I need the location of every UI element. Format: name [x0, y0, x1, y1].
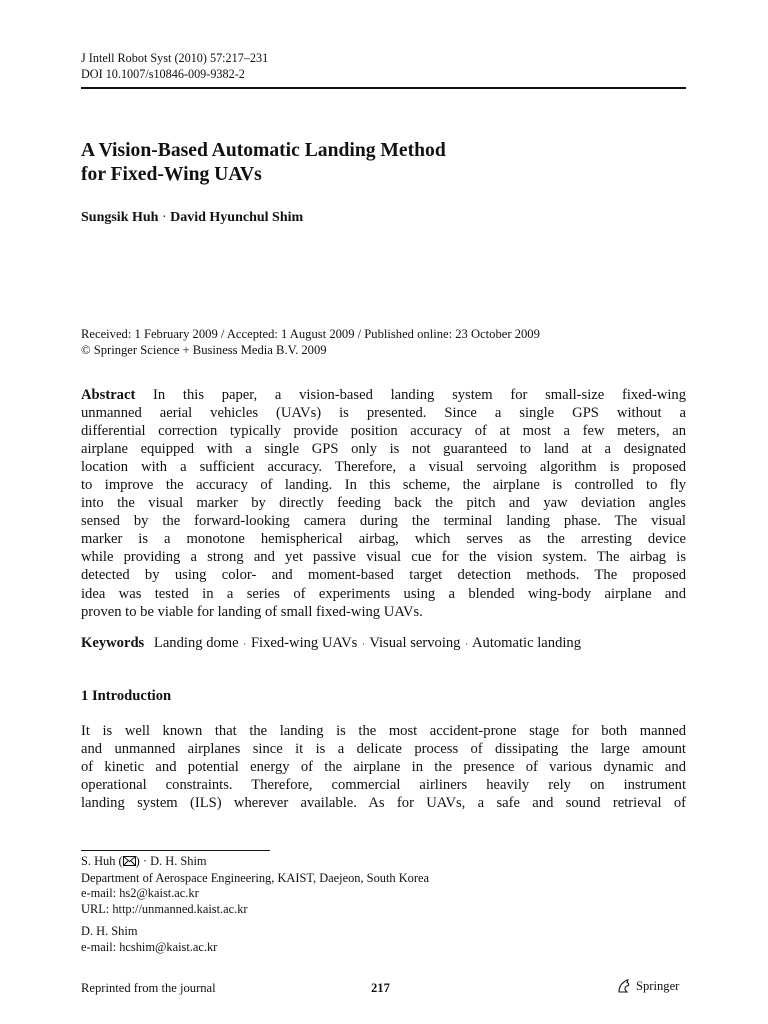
- copyright-line: © Springer Science + Business Media B.V. 2009: [81, 343, 327, 357]
- abstract-line: proven to be viable for landing of small fixed-wing UAVs.: [81, 603, 423, 620]
- received-line: Received: 1 February 2009 / Accepted: 1 August 2009 / Published online: 23 October 2009: [81, 327, 540, 341]
- spacer: [81, 917, 429, 924]
- affiliation-line: Department of Aerospace Engineering, KAIST, Daejeon, South Korea: [81, 870, 429, 885]
- abstract-line: sensed by the forward-looking camera during the terminal landing phase. The visual: [81, 513, 686, 530]
- title-line-2: for Fixed-Wing UAVs: [81, 164, 262, 185]
- corresponding-author-line: S. Huh ( ) · D. H. Shim: [81, 854, 429, 871]
- envelope-icon: [123, 855, 136, 871]
- header-rule: [81, 87, 686, 89]
- body-line: operational constraints. Therefore, commercial airliners heavily rely on instrument: [81, 777, 686, 794]
- abstract-line: idea was tested in a series of experiments using a blended wing-body airplane and: [81, 585, 686, 602]
- keyword-item: Fixed-wing UAVs: [250, 635, 358, 651]
- email-link[interactable]: e-mail: hcshim@kaist.ac.kr: [81, 939, 218, 954]
- publisher-logo: [616, 978, 679, 994]
- springer-horse-icon: [616, 978, 632, 994]
- journal-header: [81, 50, 268, 82]
- keyword-separator: ·: [465, 638, 469, 649]
- author-1[interactable]: Sungsik Huh: [81, 210, 159, 225]
- body-line: of kinetic and potential energy of the airplane in the presence of various dynamic and: [81, 759, 686, 776]
- section-heading: 1 Introduction: [81, 688, 172, 704]
- abstract-line: into the visual marker by directly feeding back the pitch and yaw deviation angles: [81, 495, 686, 512]
- keywords-label: Keywords: [81, 635, 145, 651]
- reprint-note: Reprinted from the journal: [81, 981, 216, 995]
- abstract-line: detected by using color- and moment-based target detection methods. The proposed: [81, 567, 686, 584]
- email-link[interactable]: e-mail: hs2@kaist.ac.kr: [81, 886, 199, 901]
- abstract-line: marker is a monotone hemispherical airbag, which serves as the arresting device: [81, 531, 686, 548]
- author-2[interactable]: David Hyunchul Shim: [170, 210, 304, 225]
- journal-citation: J Intell Robot Syst (2010) 57:217–231: [81, 51, 269, 65]
- abstract-line: airplane equipped with a single GPS only is not guaranteed to land at a designated: [81, 441, 686, 458]
- doi[interactable]: DOI 10.1007/s10846-009-9382-2: [81, 67, 245, 81]
- abstract-line: to improve the accuracy of landing. In this scheme, the airplane is controlled to fly: [81, 477, 686, 494]
- publisher-name: Springer: [636, 978, 680, 993]
- keyword-item: Visual servoing: [369, 635, 461, 651]
- abstract: [81, 386, 686, 621]
- body-line: It is well known that the landing is the most accident-prone stage for both manned: [81, 723, 686, 739]
- keywords: [81, 635, 581, 652]
- body-line: and unmanned airplanes since it is a delicate process of dissipating the large amount: [81, 741, 686, 758]
- keyword-item: Automatic landing: [471, 635, 582, 651]
- keyword-separator: ·: [243, 638, 247, 649]
- abstract-line: location with a sufficient accuracy. Therefore, a visual servoing algorithm is proposed: [81, 459, 686, 476]
- keyword-item: Landing dome: [153, 635, 239, 651]
- abstract-label: Abstract: [81, 387, 136, 403]
- paper-title: [81, 139, 686, 187]
- abstract-line: Abstract In this paper, a vision-based landing system for small-size fixed-wing: [81, 387, 686, 403]
- body-line: landing system (ILS) wherever available. As for UAVs, a safe and sound retrieval of: [81, 795, 686, 812]
- keyword-separator: ·: [361, 638, 365, 649]
- url-link[interactable]: URL: http://unmanned.kaist.ac.kr: [81, 901, 248, 916]
- footnote-rule: [81, 850, 270, 851]
- abstract-line: while providing a strong and yet passive visual cue for the vision system. The airbag is: [81, 549, 686, 566]
- title-line-1: A Vision-Based Automatic Landing Method: [81, 140, 446, 161]
- author-affiliations: [81, 854, 429, 956]
- publication-dates: [81, 326, 540, 358]
- introduction-body: [81, 722, 686, 812]
- second-author-name: D. H. Shim: [81, 924, 138, 939]
- abstract-line: differential correction typically provide position accuracy of at most a few meters, an: [81, 423, 686, 440]
- abstract-line: unmanned aerial vehicles (UAVs) is presented. Since a single GPS without a: [81, 405, 686, 422]
- author-list: [81, 210, 303, 226]
- author-separator: ·: [161, 210, 167, 225]
- page-number: 217: [371, 981, 390, 995]
